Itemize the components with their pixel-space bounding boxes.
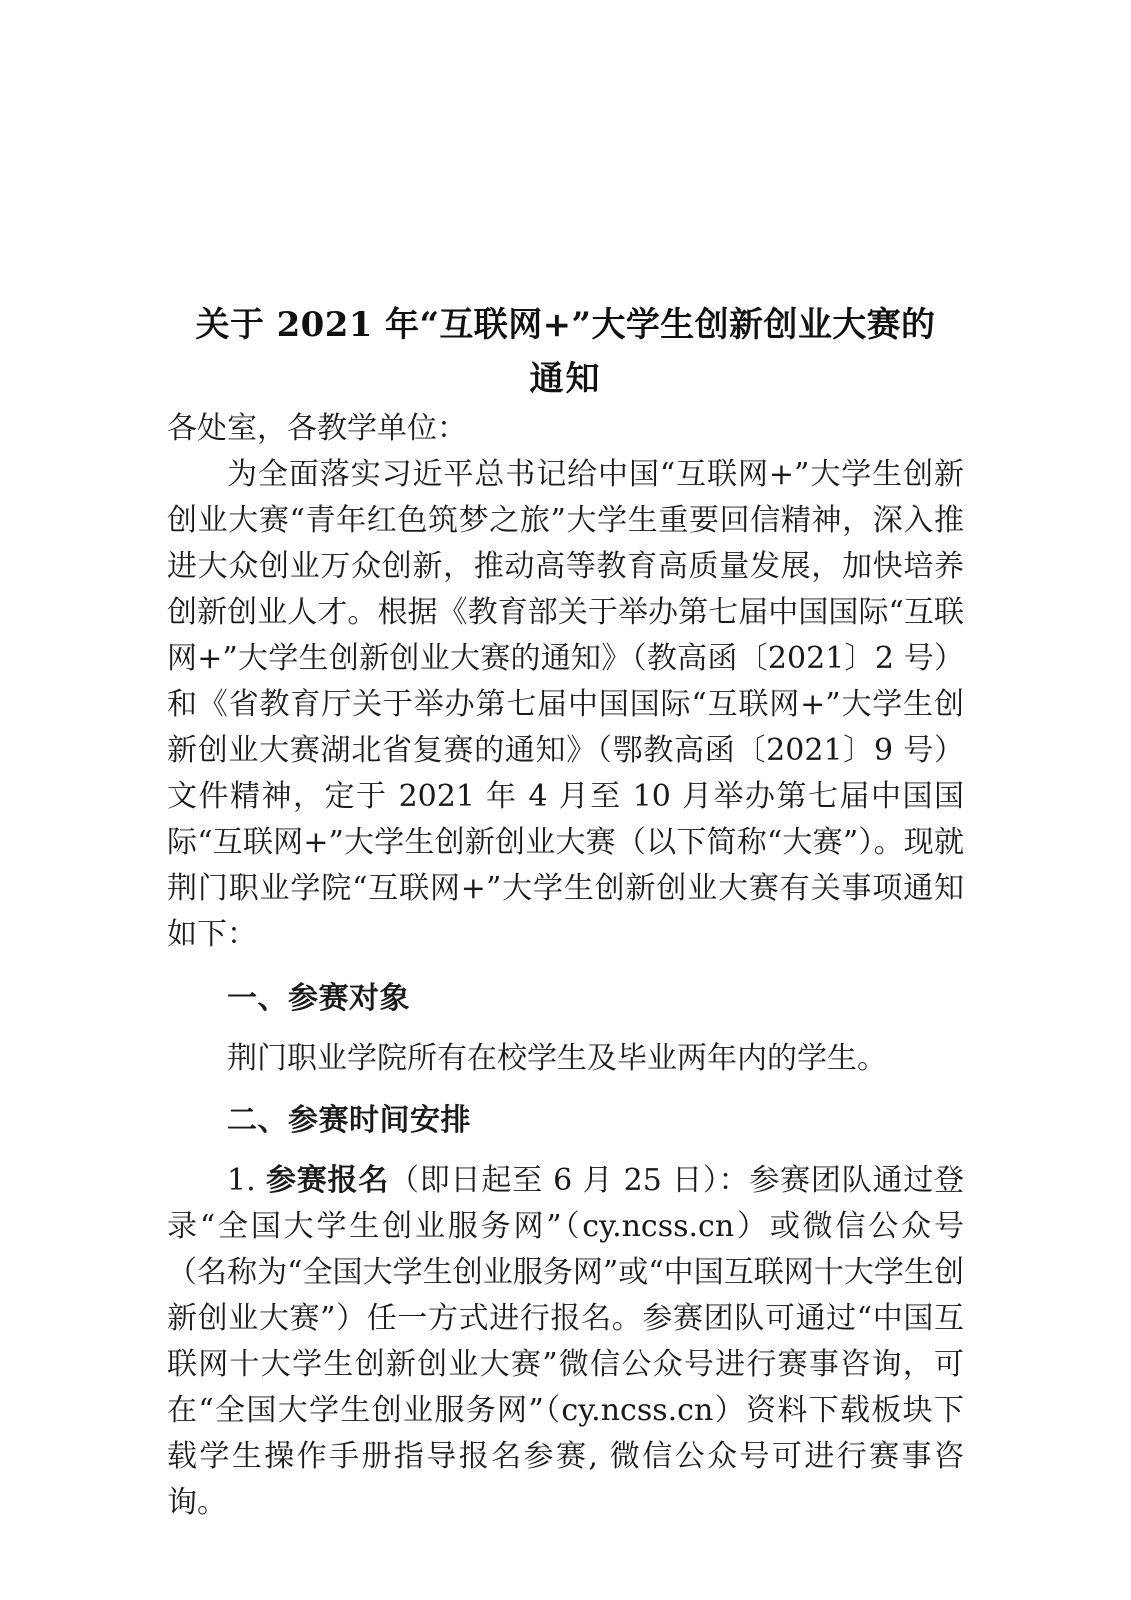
- section-1-body: 荆门职业学院所有在校学生及毕业两年内的学生。: [227, 1041, 887, 1076]
- section-heading-1: 一、参赛对象: [227, 981, 410, 1016]
- salutation: 各处室，各教学单位：: [167, 411, 467, 446]
- section-heading-2: 二、参赛时间安排: [227, 1103, 471, 1138]
- document-title: [167, 0, 964, 406]
- intro-paragraph: 为全面落实习近平总书记给中国“互联网+”大学生创新创业大赛“青年红色筑梦之旅”大学生重要回信精神，深入推进大众创业万众创新，推动高等教育高质量发展，加快培养创新创业人才。根据《教育部关于举办第七届中国国际“互联网+”大学生创新创业大赛的通知》（教高函〔2021〕2 号）和《省教育厅关于举办第七届中国国际“互联网+”大学生创新创业大赛湖北省复赛的通知》（鄂教高函〔2021〕9 号）文件精神，定于 2021 年 4 月至 10 月举办第七届中国国际“互联网+”大学生创新创业大赛（以下简称“大赛”）。现就荆门职业学院“互联网+”大学生创新创业大赛有关事项通知如下：: [167, 457, 964, 952]
- item-lead-label: 参赛报名: [265, 1163, 390, 1198]
- document-body: [167, 0, 964, 1526]
- item-number: 1.: [227, 1163, 256, 1198]
- title-line-2: 通知: [529, 359, 602, 399]
- section-2-item-1: [167, 1144, 964, 1526]
- title-line-1: 关于 2021 年“互联网+”大学生创新创业大赛的: [195, 305, 936, 345]
- item-body-text: （即日起至 6 月 25 日）：参赛团队通过登录“全国大学生创业服务网”（cy.ncss.cn）或微信公众号（名称为“全国大学生创业服务网”或“中国互联网十大学生创新创业大赛”）任一方式进行报名。参赛团队可通过“中国互联网十大学生创新创业大赛”微信公众号进行赛事咨询，可在“全国大学生创业服务网”（cy.ncss.cn）资料下载板块下载学生操作手册指导报名参赛, 微信公众号可进行赛事咨询。: [167, 1163, 965, 1520]
